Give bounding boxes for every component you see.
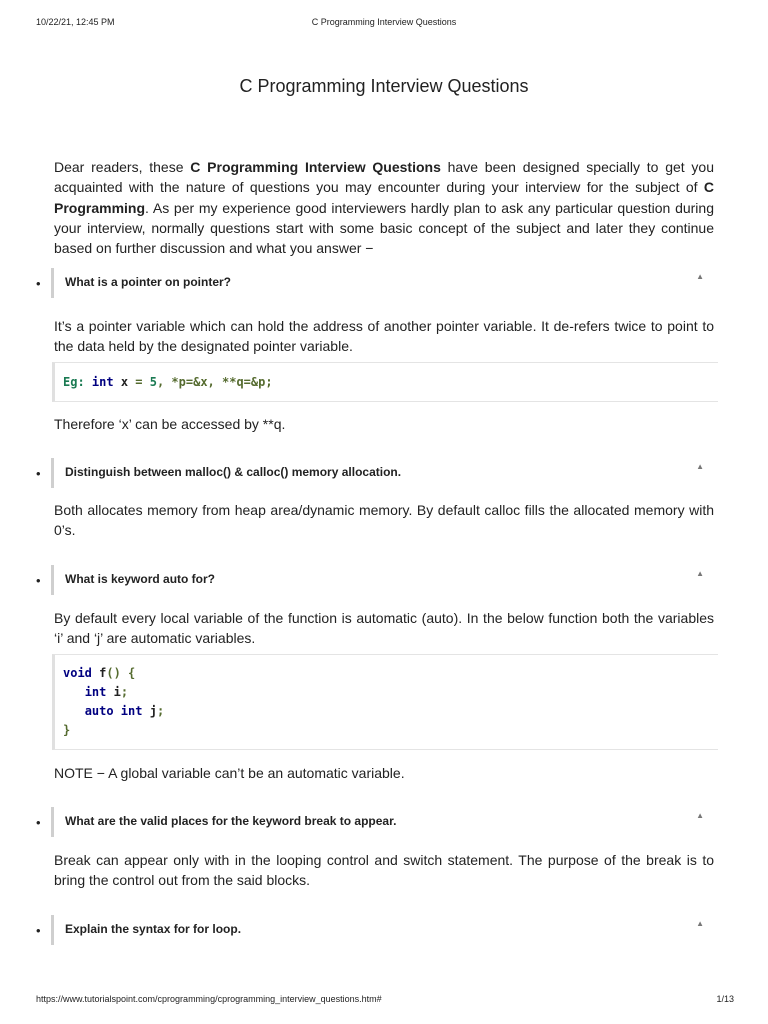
code-token: () { [106,666,136,680]
code-token: ; [156,704,165,718]
collapse-arrow-icon[interactable]: ▲ [696,462,704,471]
question-item[interactable] [36,807,716,837]
print-page-number: 1/13 [716,994,734,1004]
collapse-arrow-icon[interactable]: ▲ [696,569,704,578]
intro-paragraph [54,157,714,258]
answer-text: It’s a pointer variable which can hold the address of another pointer variable. It de-refers twice to point to the data held by the designated pointer variable. [54,318,714,355]
bullet: • [36,573,41,588]
code-token: } [63,723,71,737]
intro-text-3: . As per my experience good interviewers hardly plan to ask any particular question during your interview, normally questions start with some basic concept of the subject and later they continue based on further discussion and what you answer − [54,199,714,257]
code-token: auto int [84,704,143,718]
answer-note: NOTE − A global variable can’t be an automatic variable. [54,765,405,781]
question-item[interactable] [36,915,716,945]
print-url: https://www.tutorialspoint.com/cprogramming/cprogramming_interview_questions.htm# [36,994,382,1004]
code-token: x [113,375,136,389]
question-bar [51,565,54,595]
code-token: f [91,666,107,680]
answer-text: Both allocates memory from heap area/dynamic memory. By default calloc fills the allocated memory with 0’s. [54,502,714,539]
bullet: • [36,923,41,938]
code-token: = [135,375,143,389]
question-bar [51,915,54,945]
question-title[interactable]: What are the valid places for the keyword break to appear. [65,814,397,828]
code-block [52,654,718,750]
answer-text: Break can appear only with in the looping control and switch statement. The purpose of the break is to bring the control out from the said blocks. [54,852,714,889]
collapse-arrow-icon[interactable]: ▲ [696,811,704,820]
print-footer [0,994,768,1008]
collapse-arrow-icon[interactable]: ▲ [696,919,704,928]
bullet: • [36,466,41,481]
code-token: , *p=&x, **q=&p; [156,375,273,389]
question-item[interactable] [36,268,716,298]
answer-text: By default every local variable of the function is automatic (auto). In the below function both the variables ‘i’ and ‘j’ are automatic variables. [54,610,714,647]
print-datetime: 10/22/21, 12:45 PM [36,17,115,27]
question-title[interactable]: Explain the syntax for for loop. [65,922,242,936]
code-token: int [84,685,107,699]
code-token: int [91,375,114,389]
answer-note: Therefore ‘x’ can be accessed by **q. [54,416,286,432]
question-bar [51,458,54,488]
bullet: • [36,815,41,830]
code-token: void [63,666,92,680]
question-item[interactable] [36,565,716,595]
code-token: 5 [142,375,157,389]
print-doc-title: C Programming Interview Questions [311,17,457,27]
question-title[interactable]: What is keyword auto for? [65,572,216,586]
code-token: ; [120,685,129,699]
code-token: j [142,704,157,718]
question-title[interactable]: What is a pointer on pointer? [65,275,231,289]
intro-bold-1: C Programming Interview Questions [190,159,441,175]
page-title: C Programming Interview Questions [239,76,529,96]
code-token: i [106,685,121,699]
question-bar [51,268,54,298]
code-block [52,362,718,402]
code-token: Eg: [63,375,85,389]
question-item[interactable] [36,458,716,488]
intro-bold-2: C Programming [54,179,714,216]
question-bar [51,807,54,837]
intro-text-1: Dear readers, these [54,159,191,175]
collapse-arrow-icon[interactable]: ▲ [696,272,704,281]
bullet: • [36,276,41,291]
question-title[interactable]: Distinguish between malloc() & calloc() memory allocation. [65,465,402,479]
print-header [0,17,768,31]
intro-text-2: have been designed specially to get you acquainted with the nature of questions you may encounter during your interview for the subject of [54,159,715,196]
